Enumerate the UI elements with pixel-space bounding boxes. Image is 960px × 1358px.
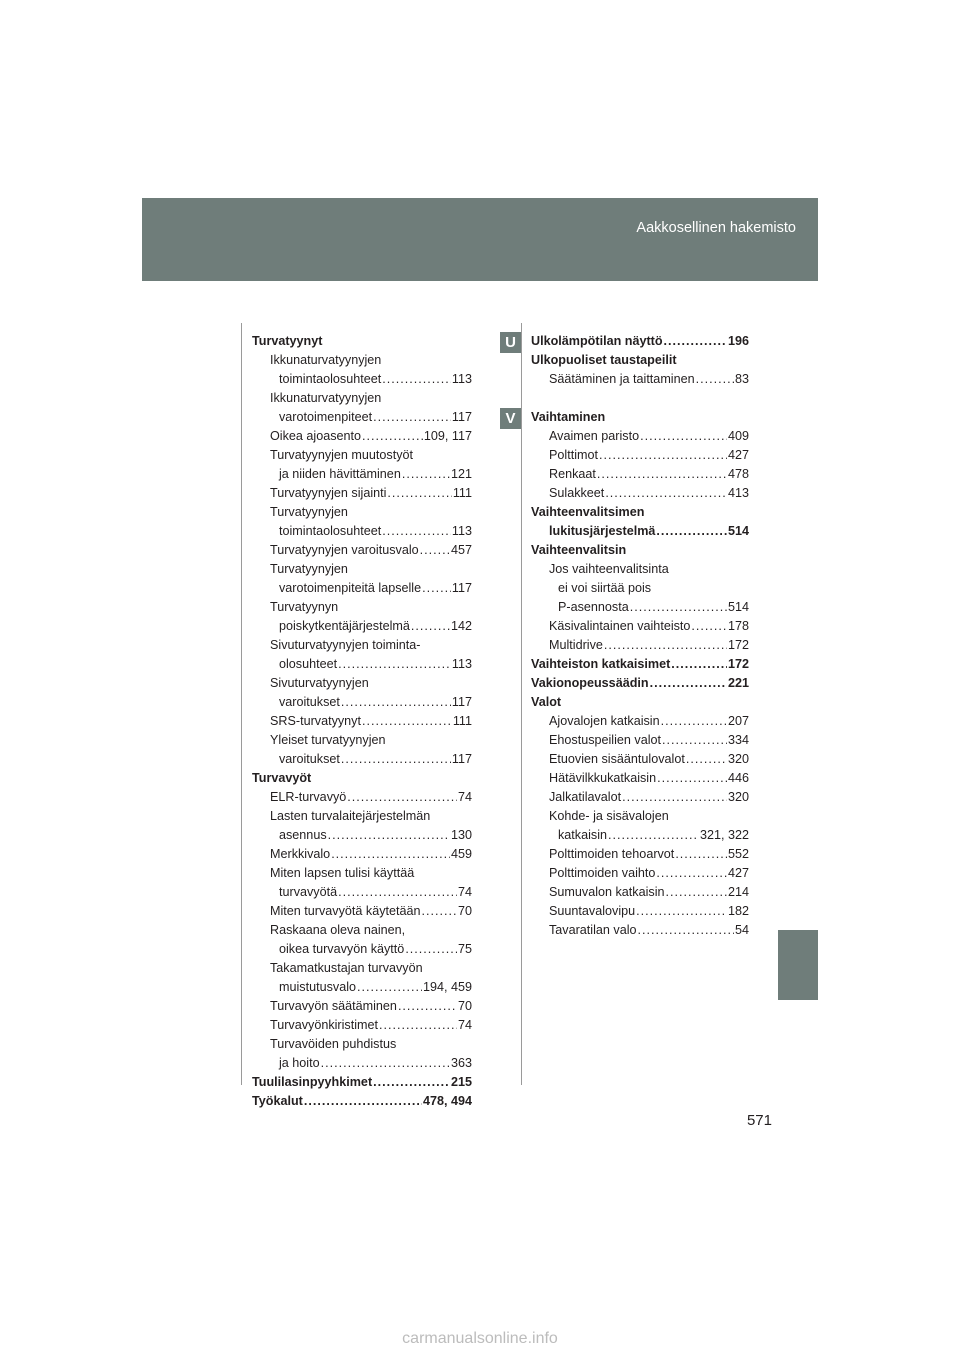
entry-page-ref: 427 (727, 448, 749, 462)
page-header (142, 198, 818, 281)
leader-dots (675, 845, 727, 864)
entry-page-ref: 478, 494 (422, 1094, 472, 1108)
index-entry (252, 883, 472, 902)
index-entry (252, 731, 472, 750)
index-entry (531, 446, 749, 465)
entry-page-ref: 214 (727, 885, 749, 899)
index-entry (531, 617, 749, 636)
entry-page-ref: 70 (457, 904, 472, 918)
entry-page-ref: 172 (727, 657, 749, 671)
index-entry (252, 712, 472, 731)
entry-term: Vakionopeussäädin (531, 676, 649, 690)
entry-page-ref: 117 (451, 581, 472, 595)
entry-page-ref: 113 (451, 372, 472, 386)
entry-term: lukitusjärjestelmä (549, 524, 656, 538)
leader-dots (638, 921, 734, 940)
leader-dots (321, 1054, 450, 1073)
index-entry (252, 674, 472, 693)
entry-term: Ulkolämpötilan näyttö (531, 334, 663, 348)
entry-page-ref: 320 (727, 752, 749, 766)
entry-page-ref: 221 (727, 676, 749, 690)
index-entry (252, 845, 472, 864)
entry-page-ref: 172 (727, 638, 749, 652)
entry-term: P-asennosta (558, 600, 629, 614)
entry-page-ref: 142 (450, 619, 472, 633)
index-entry (252, 408, 472, 427)
index-entry (531, 883, 749, 902)
leader-dots (405, 940, 457, 959)
leader-dots (328, 826, 450, 845)
leader-dots (630, 598, 727, 617)
entry-term: toimintaolosuhteet (279, 372, 382, 386)
entry-page-ref: 121 (450, 467, 472, 481)
leader-dots (599, 446, 727, 465)
entry-page-ref: 75 (457, 942, 472, 956)
watermark: carmanualsonline.info (402, 1330, 558, 1347)
entry-term: katkaisin (558, 828, 607, 842)
index-entry (252, 978, 472, 997)
entry-term: Turvavöiden puhdistus (270, 1037, 397, 1051)
index-entry (531, 845, 749, 864)
index-entry (531, 655, 749, 674)
index-entry (252, 788, 472, 807)
index-entry (531, 921, 749, 940)
index-entry (252, 351, 472, 370)
entry-term: Sumuvalon katkaisin (549, 885, 665, 899)
index-entry (252, 864, 472, 883)
entry-term: Polttimoiden tehoarvot (549, 847, 675, 861)
entry-page-ref: 83 (734, 372, 749, 386)
entry-page-ref: 459 (450, 847, 472, 861)
entry-page-ref: 74 (457, 790, 472, 804)
leader-dots (382, 370, 451, 389)
entry-page-ref: 194, 459 (422, 980, 472, 994)
entry-term: oikea turvavyön käyttö (279, 942, 405, 956)
index-entry (252, 332, 472, 351)
entry-page-ref: 207 (727, 714, 749, 728)
entry-term: Yleiset turvatyynyjen (270, 733, 386, 747)
entry-page-ref: 113 (451, 524, 472, 538)
entry-term: Ikkunaturvatyynyjen (270, 391, 382, 405)
entry-term: poiskytkentäjärjestelmä (279, 619, 410, 633)
index-entry (252, 617, 472, 636)
index-entry (252, 465, 472, 484)
index-column-right (531, 332, 749, 940)
entry-term: Raskaana oleva nainen, (270, 923, 406, 937)
entry-term: Vaihtaminen (531, 410, 606, 424)
entry-term: Miten lapsen tulisi käyttää (270, 866, 415, 880)
entry-term: Etuovien sisääntulovalot (549, 752, 685, 766)
index-entry (252, 522, 472, 541)
leader-dots (640, 427, 727, 446)
entry-term: Jalkatilavalot (549, 790, 622, 804)
entry-term: asennus (279, 828, 327, 842)
entry-page-ref: 74 (457, 885, 472, 899)
entry-term: Turvatyynyjen sijainti (270, 486, 387, 500)
entry-term: ja hoito (279, 1056, 320, 1070)
entry-term: ja niiden hävittäminen (279, 467, 401, 481)
entry-page-ref: 552 (727, 847, 749, 861)
index-entry (531, 636, 749, 655)
leader-dots (422, 902, 457, 921)
entry-term: Kohde- ja sisävalojen (549, 809, 669, 823)
entry-term: Tavaratilan valo (549, 923, 637, 937)
leader-dots (402, 465, 450, 484)
leader-dots (347, 788, 457, 807)
entry-page-ref: 117 (451, 695, 472, 709)
index-entry (252, 1073, 472, 1092)
index-entry (531, 351, 749, 370)
index-entry (531, 712, 749, 731)
entry-term: Tuulilasinpyyhkimet (252, 1075, 373, 1089)
entry-term: Vaihteenvalitsin (531, 543, 627, 557)
leader-dots (661, 712, 727, 731)
index-entry (252, 807, 472, 826)
entry-term: ELR-turvavyö (270, 790, 347, 804)
letter-marker-v: V (500, 408, 521, 429)
index-entry (531, 769, 749, 788)
index-entry (531, 731, 749, 750)
leader-dots (411, 617, 450, 636)
index-entry (531, 864, 749, 883)
entry-page-ref: 215 (450, 1075, 472, 1089)
leader-dots (420, 541, 450, 560)
entry-term: Valot (531, 695, 562, 709)
entry-page-ref: 54 (734, 923, 749, 937)
leader-dots (398, 997, 457, 1016)
index-entry (252, 484, 472, 503)
right-column-rule (521, 323, 522, 1085)
entry-term: Turvatyynyjen varoitusvalo (270, 543, 419, 557)
entry-page-ref: 413 (727, 486, 749, 500)
entry-term: Vaihteenvalitsimen (531, 505, 645, 519)
index-entry (252, 636, 472, 655)
leader-dots (686, 750, 727, 769)
entry-page-ref: 182 (727, 904, 749, 918)
entry-term: Hätävilkkukatkaisin (549, 771, 657, 785)
leader-dots (656, 864, 727, 883)
index-entry (252, 541, 472, 560)
index-entry (252, 1054, 472, 1073)
index-entry (252, 902, 472, 921)
entry-page-ref: 178 (727, 619, 749, 633)
left-column-rule (241, 323, 242, 1085)
entry-page-ref: 427 (727, 866, 749, 880)
leader-dots (664, 332, 727, 351)
entry-term: Takamatkustajan turvavyön (270, 961, 423, 975)
index-entry (531, 408, 749, 427)
entry-term: Ikkunaturvatyynyjen (270, 353, 382, 367)
index-entry (531, 579, 749, 598)
leader-dots (373, 1073, 450, 1092)
entry-term: Renkaat (549, 467, 596, 481)
entry-term: Turvatyynyjen (270, 505, 348, 519)
entry-term: Ehostuspeilien valot (549, 733, 662, 747)
entry-term: Jos vaihteenvalitsinta (549, 562, 669, 576)
index-entry (252, 921, 472, 940)
entry-page-ref: 130 (450, 828, 472, 842)
entry-term: Multidrive (549, 638, 603, 652)
index-entry (252, 997, 472, 1016)
entry-term: Turvatyynyjen (270, 562, 348, 576)
leader-dots (379, 1016, 457, 1035)
index-entry (252, 389, 472, 408)
entry-term: Sivuturvatyynyjen (270, 676, 369, 690)
index-entry (252, 1016, 472, 1035)
entry-page-ref: 109, 117 (423, 429, 472, 443)
leader-dots (696, 370, 734, 389)
entry-page-ref: 446 (727, 771, 749, 785)
leader-dots (657, 769, 727, 788)
entry-term: Turvavyönkiristimet (270, 1018, 378, 1032)
entry-term: Säätäminen ja taittaminen (549, 372, 695, 386)
index-entry (531, 332, 749, 351)
entry-term: muistutusvalo (279, 980, 356, 994)
entry-page-ref: 111 (452, 714, 472, 728)
page-number: 571 (746, 1112, 772, 1129)
entry-page-ref: 457 (450, 543, 472, 557)
index-entry (531, 541, 749, 560)
index-entry (252, 446, 472, 465)
index-entry (531, 826, 749, 845)
leader-dots (382, 522, 451, 541)
index-entry (531, 522, 749, 541)
entry-term: Turvavyön säätäminen (270, 999, 397, 1013)
index-entry (531, 807, 749, 826)
leader-dots (662, 731, 727, 750)
leader-dots (373, 408, 451, 427)
entry-page-ref: 117 (451, 752, 472, 766)
leader-dots (604, 636, 727, 655)
entry-term: Turvatyynyjen muutostyöt (270, 448, 414, 462)
entry-term: varotoimenpiteitä lapselle (279, 581, 422, 595)
index-column-left (252, 332, 472, 1111)
index-entry (252, 940, 472, 959)
index-entry (252, 1092, 472, 1111)
entry-page-ref: 321, 322 (699, 828, 749, 842)
index-entry (531, 902, 749, 921)
leader-dots (597, 465, 727, 484)
index-entry (531, 560, 749, 579)
entry-page-ref: 196 (727, 334, 749, 348)
leader-dots (362, 427, 423, 446)
leader-dots (338, 655, 451, 674)
entry-page-ref: 113 (451, 657, 472, 671)
leader-dots (338, 883, 457, 902)
leader-dots (331, 845, 450, 864)
index-entry (531, 484, 749, 503)
index-entry (531, 750, 749, 769)
entry-term: Sulakkeet (549, 486, 605, 500)
leader-dots (304, 1092, 422, 1111)
entry-page-ref: 74 (457, 1018, 472, 1032)
entry-page-ref: 478 (727, 467, 749, 481)
entry-term: Miten turvavyötä käytetään (270, 904, 421, 918)
entry-term: varoitukset (279, 752, 340, 766)
entry-term: Polttimoiden vaihto (549, 866, 656, 880)
index-entry (252, 826, 472, 845)
leader-dots (666, 883, 727, 902)
index-entry (531, 503, 749, 522)
entry-term: Vaihteiston katkaisimet (531, 657, 671, 671)
entry-term: SRS-turvatyynyt (270, 714, 361, 728)
leader-dots (671, 655, 727, 674)
entry-term: Merkkivalo (270, 847, 331, 861)
entry-term: Sivuturvatyynyjen toiminta- (270, 638, 421, 652)
index-entry (531, 788, 749, 807)
index-entry (531, 427, 749, 446)
entry-term: Käsivalintainen vaihteisto (549, 619, 691, 633)
index-entry (531, 370, 749, 389)
entry-term: Avaimen paristo (549, 429, 640, 443)
index-entry (252, 503, 472, 522)
leader-dots (387, 484, 451, 503)
leader-dots (691, 617, 727, 636)
index-entry (252, 598, 472, 617)
index-entry (531, 598, 749, 617)
leader-dots (636, 902, 727, 921)
leader-dots (362, 712, 452, 731)
index-entry (252, 1035, 472, 1054)
leader-dots (656, 522, 727, 541)
entry-term: ei voi siirtää pois (558, 581, 652, 595)
index-entry (252, 769, 472, 788)
entry-term: Lasten turvalaitejärjestelmän (270, 809, 431, 823)
entry-page-ref: 409 (727, 429, 749, 443)
entry-term: Ulkopuoliset taustapeilit (531, 353, 677, 367)
entry-term: Turvavyöt (252, 771, 312, 785)
index-entry (252, 370, 472, 389)
index-entry (252, 655, 472, 674)
index-entry (252, 579, 472, 598)
entry-page-ref: 117 (451, 410, 472, 424)
index-entry (252, 959, 472, 978)
entry-term: turvavyötä (279, 885, 338, 899)
entry-term: Suuntavalovipu (549, 904, 636, 918)
index-entry (252, 427, 472, 446)
entry-term: Turvatyynyt (252, 334, 323, 348)
index-entry (531, 465, 749, 484)
entry-page-ref: 70 (457, 999, 472, 1013)
entry-term: Oikea ajoasento (270, 429, 362, 443)
entry-term: toimintaolosuhteet (279, 524, 382, 538)
entry-term: Työkalut (252, 1094, 303, 1108)
leader-dots (341, 693, 451, 712)
entry-term: Polttimot (549, 448, 598, 462)
entry-page-ref: 111 (452, 486, 472, 500)
entry-term: varoitukset (279, 695, 340, 709)
leader-dots (422, 579, 451, 598)
leader-dots (605, 484, 727, 503)
entry-term: Ajovalojen katkaisin (549, 714, 660, 728)
chapter-tab (778, 930, 818, 1000)
entry-page-ref: 334 (727, 733, 749, 747)
entry-term: Turvatyynyn (270, 600, 339, 614)
index-entry (531, 674, 749, 693)
leader-dots (608, 826, 699, 845)
index-entry (531, 693, 749, 712)
leader-dots (622, 788, 727, 807)
index-entry (252, 750, 472, 769)
index-entry (252, 560, 472, 579)
letter-marker-u: U (500, 332, 521, 353)
entry-page-ref: 320 (727, 790, 749, 804)
entry-term: varotoimenpiteet (279, 410, 373, 424)
leader-dots (357, 978, 422, 997)
entry-page-ref: 514 (727, 524, 749, 538)
index-entry (252, 693, 472, 712)
entry-term: olosuhteet (279, 657, 338, 671)
entry-page-ref: 363 (450, 1056, 472, 1070)
entry-page-ref: 514 (727, 600, 749, 614)
entry-spacer (531, 389, 749, 408)
leader-dots (341, 750, 451, 769)
leader-dots (650, 674, 727, 693)
section-title: Aakkosellinen hakemisto (636, 220, 796, 236)
